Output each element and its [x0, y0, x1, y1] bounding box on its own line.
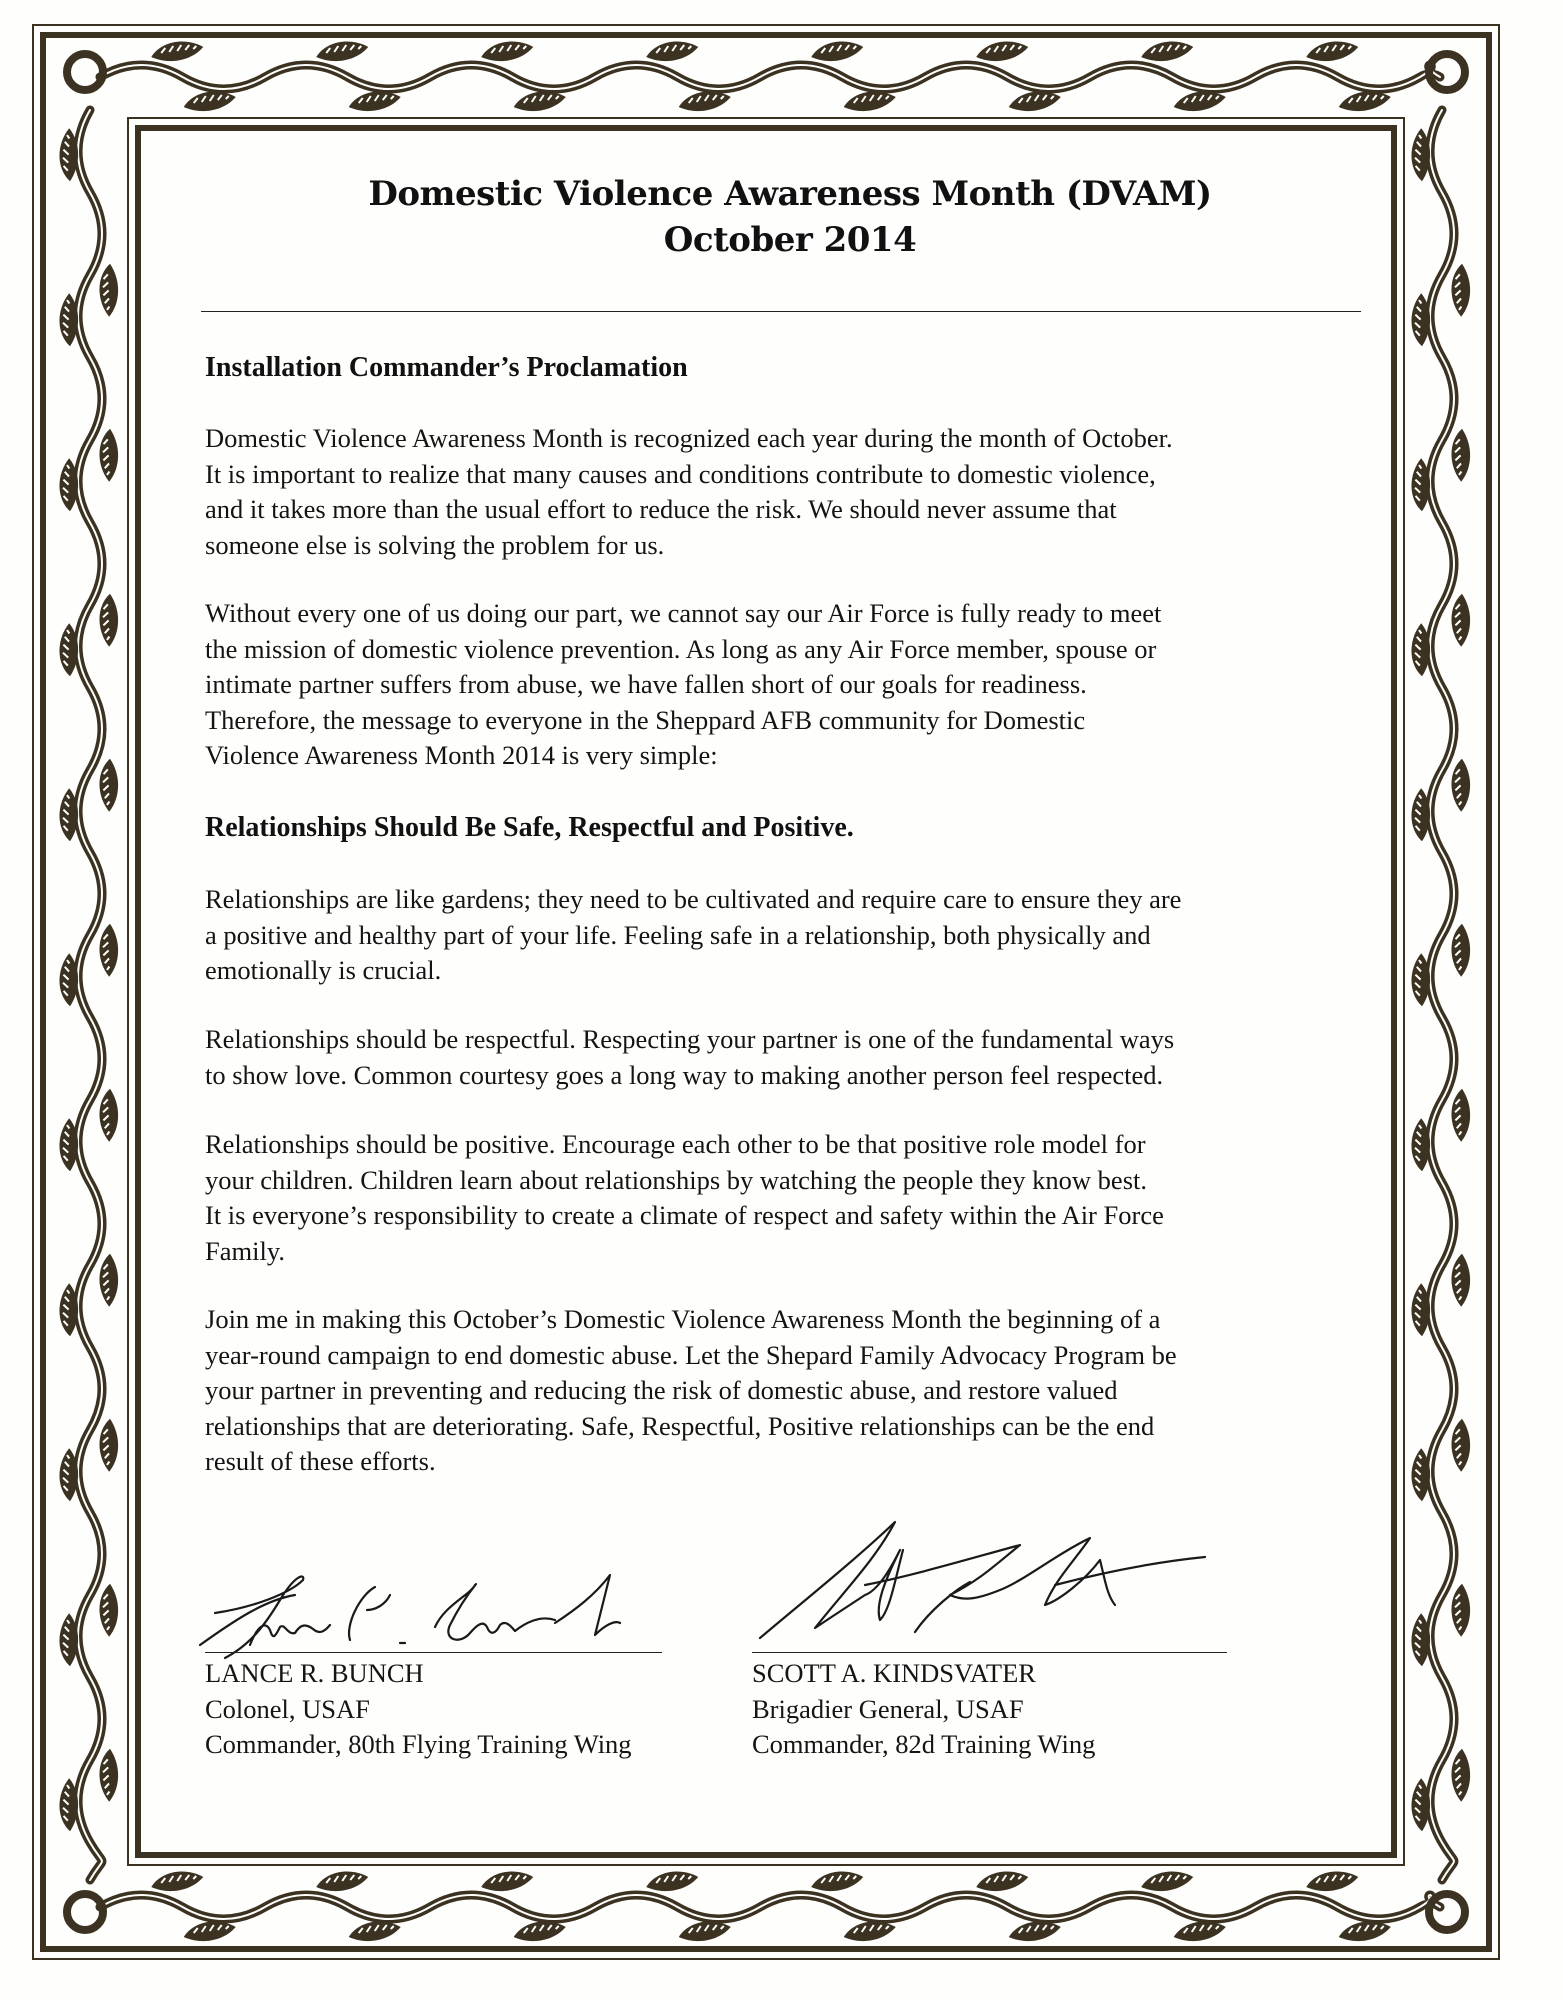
- leaf-ornament: [1447, 758, 1475, 813]
- leaf-ornament: [844, 92, 896, 112]
- leaf-ornament: [646, 42, 698, 62]
- signature-line-1: [205, 1652, 662, 1653]
- leaf-ornament: [1447, 1088, 1475, 1143]
- leaf-ornament: [481, 1872, 533, 1892]
- paragraph-line: a positive and healthy part of your life. Feeling safe in a relationship, both physically and: [205, 919, 1151, 950]
- leaf-ornament: [1174, 1922, 1226, 1942]
- paragraph-line: Relationships should be respectful. Respecting your partner is one of the fundamental ways: [205, 1024, 1175, 1054]
- paragraph-line: intimate partner suffers from abuse, we have fallen short of our goals for readiness.: [205, 669, 1087, 699]
- leaf-ornament: [1306, 1872, 1358, 1892]
- paragraph-line: Family.: [205, 1235, 285, 1266]
- leaf-ornament: [514, 92, 566, 112]
- leaf-ornament: [1306, 42, 1358, 62]
- leaf-ornament: [1141, 42, 1193, 62]
- leaf-ornament: [184, 92, 236, 112]
- leaf-ornament: [95, 758, 123, 813]
- leaf-ornament: [1339, 92, 1391, 112]
- leaf-ornament: [976, 1872, 1028, 1892]
- document-title: Domestic Violence Awareness Month (DVAM): [368, 174, 1212, 214]
- leaf-ornament: [1339, 1922, 1391, 1942]
- paragraph-line: It is everyone’s responsibility to create a climate of respect and safety within the Air Force: [205, 1200, 1164, 1230]
- leaf-ornament: [316, 1872, 368, 1892]
- leaf-ornament: [95, 263, 123, 318]
- leaf-ornament: [184, 1922, 236, 1942]
- paragraph-line: Relationships should be positive. Encourage each other to be that positive role model for: [205, 1129, 1146, 1159]
- signatory-rank: Brigadier General, USAF: [752, 1693, 1024, 1724]
- paragraph-line: the mission of domestic violence prevention. As long as any Air Force member, spouse or: [205, 633, 1157, 664]
- paragraph-line: Therefore, the message to everyone in the Sheppard AFB community for Domestic: [205, 704, 1086, 735]
- paragraph-line: emotionally is crucial.: [205, 955, 442, 985]
- leaf-ornament: [95, 1088, 123, 1143]
- paragraph-4: [205, 1022, 1365, 1093]
- corner-loop-ornament: [67, 54, 103, 90]
- paragraph-line: to show love. Common courtesy goes a long way to making another person feel respected.: [205, 1059, 1164, 1090]
- paragraph-2: [205, 596, 1365, 774]
- paragraph-line: Domestic Violence Awareness Month is recognized each year during the month of October.: [205, 423, 1173, 453]
- leaf-ornament: [1009, 1922, 1061, 1942]
- document-subtitle-date: October 2014: [663, 220, 917, 260]
- signatory-2: [752, 1656, 1095, 1763]
- leaf-ornament: [844, 1922, 896, 1942]
- paragraph-line: Relationships are like gardens; they need to be cultivated and require care to ensure they are: [205, 884, 1182, 914]
- leaf-ornament: [95, 593, 123, 648]
- leaf-ornament: [95, 1418, 123, 1473]
- leaf-ornament: [1447, 428, 1475, 483]
- leaf-ornament: [1447, 593, 1475, 648]
- leaf-ornament: [151, 1872, 203, 1892]
- signatory-1: [205, 1656, 632, 1763]
- corner-loop-ornament: [1429, 1894, 1465, 1930]
- paragraph-line: Join me in making this October’s Domestic Violence Awareness Month the beginning of a: [205, 1304, 1161, 1334]
- signatory-position: Commander, 82d Training Wing: [752, 1729, 1096, 1759]
- leaf-ornament: [811, 1872, 863, 1892]
- paragraph-line: result of these efforts.: [205, 1446, 436, 1476]
- signatory-rank: Colonel, USAF: [205, 1693, 370, 1724]
- corner-loop-ornament: [67, 1894, 103, 1930]
- leaf-ornament: [95, 1253, 123, 1308]
- paragraph-6: [205, 1302, 1365, 1480]
- signatory-name: SCOTT A. KINDSVATER: [752, 1658, 1036, 1688]
- leaf-ornament: [679, 92, 731, 112]
- leaf-ornament: [1447, 923, 1475, 978]
- leaf-ornament: [95, 428, 123, 483]
- paragraph-line: year-round campaign to end domestic abuse. Let the Shepard Family Advocacy Program be: [205, 1339, 1177, 1370]
- signature-scott-kindsvater: [755, 1520, 1225, 1640]
- paragraph-line: someone else is solving the problem for us.: [205, 529, 665, 560]
- paragraph-3: [205, 882, 1365, 989]
- paragraph-line: Violence Awareness Month 2014 is very simple:: [205, 740, 718, 770]
- section-heading: Installation Commander’s Proclamation: [205, 352, 688, 383]
- signature-lance-bunch: [195, 1565, 675, 1660]
- leaf-ornament: [1447, 1583, 1475, 1638]
- leaf-ornament: [316, 42, 368, 62]
- leaf-ornament: [95, 1583, 123, 1638]
- leaf-ornament: [679, 1922, 731, 1942]
- motto-heading: Relationships Should Be Safe, Respectful and Positive.: [205, 812, 854, 843]
- leaf-ornament: [151, 42, 203, 62]
- signatory-position: Commander, 80th Flying Training Wing: [205, 1729, 632, 1759]
- leaf-ornament: [514, 1922, 566, 1942]
- leaf-ornament: [481, 42, 533, 62]
- leaf-ornament: [1141, 1872, 1193, 1892]
- leaf-ornament: [1447, 1748, 1475, 1803]
- paragraph-line: relationships that are deteriorating. Safe, Respectful, Positive relationships can be the end: [205, 1410, 1155, 1441]
- leaf-ornament: [646, 1872, 698, 1892]
- paragraph-line: and it takes more than the usual effort to reduce the risk. We should never assume that: [205, 494, 1117, 524]
- signature-line-2: [752, 1652, 1227, 1653]
- leaf-ornament: [976, 42, 1028, 62]
- leaf-ornament: [95, 1748, 123, 1803]
- leaf-ornament: [1009, 92, 1061, 112]
- paragraph-line: your partner in preventing and reducing the risk of domestic abuse, and restore valued: [205, 1375, 1118, 1405]
- leaf-ornament: [95, 923, 123, 978]
- leaf-ornament: [1447, 263, 1475, 318]
- leaf-ornament: [1174, 92, 1226, 112]
- title-divider: [201, 311, 1361, 312]
- paragraph-1: [205, 421, 1365, 563]
- leaf-ornament: [349, 92, 401, 112]
- leaf-ornament: [1447, 1253, 1475, 1308]
- paragraph-line: Without every one of us doing our part, we cannot say our Air Force is fully ready to meet: [205, 598, 1162, 628]
- leaf-ornament: [1447, 1418, 1475, 1473]
- paragraph-line: It is important to realize that many causes and conditions contribute to domestic violence,: [205, 458, 1156, 489]
- signatory-name: LANCE R. BUNCH: [205, 1658, 424, 1688]
- leaf-ornament: [811, 42, 863, 62]
- leaf-ornament: [349, 1922, 401, 1942]
- paragraph-line: your children. Children learn about relationships by watching the people they know best.: [205, 1164, 1147, 1195]
- paragraph-5: [205, 1127, 1365, 1269]
